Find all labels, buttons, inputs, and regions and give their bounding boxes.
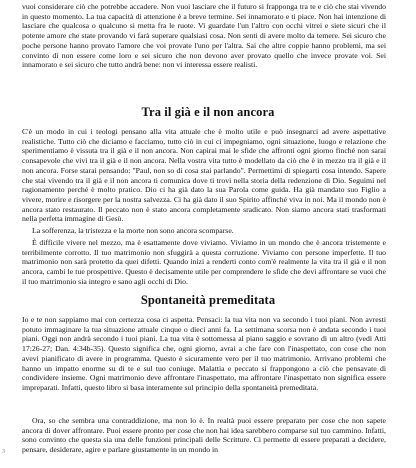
body-paragraph: vuoi considerare ciò che potrebbe accadere. Non vuoi lasciare che il futuro si frapponga tra te e ciò che stai vivendo in questo momento. La tua capacità di attenzione è a breve termine. Sei innamorato e ti piace. Non hai intenzione di lasciare che qualcosa o qualcuno si metta fra le ruote. Vi guardate l'un l'altro con occhi vitrei e siete sicuri che il potente amore che state provando vi farà superare qualsiasi cosa. Non senti di avere molto da temere. Sei sicuro che poche persone hanno provato l'amore che voi provate l'uno per l'altra. Sai che altre coppie hanno problemi, ma sei convinto di non essere come loro e sei sicuro che non devono aver provato quello che invece provate voi. Sei innamorato e sei sicuro che tutto andrà bene: non vi interessa essere realisti. [22,2,386,70]
body-paragraph: C'è un modo in cui i teologi pensano alla vita attuale che è molto utile e può insegnarci ad avere aspettative realistiche. Tutto ciò che diciamo e facciamo, tutto ciò in cui ci impegniamo, ogni situazione, luogo e relazione che sperimentiamo è vissuta tra il già e il non ancora. Non capirai mai le sfide che affronti ogni giorno finché non sarai consapevole che vivi tra il già e il non ancora. Nella vostra vita tutto è modellato da ciò che è in mezzo tra il già e il non ancora. Forse starai pensando: "Paul, non so di cosa stai parlando". Permettimi di spiegarti cosa intendo. Sapere che stai vivendo tra il già e il non ancora ti comunica dove ti trovi nella storia della redenzione di Dio. Seguimi nel ragionamento perché è molto pratico. Dio ci ha già dato la sua Parola come guida. Ha già mandato suo Figlio a vivere, morire e risorgere per la nostra salvezza. Ci ha già dato il suo Spirito affinché viva in noi. Ma il mondo non è ancora stato restaurato. Il peccato non è stato ancora completamente sradicato. Non siamo ancora stati trasformati nella perfetta immagine di Gesù. [22,127,386,224]
section-heading: Spontaneità premeditata [140,293,276,307]
body-paragraph: È difficile vivere nel mezzo, ma è esattamente dove viviamo. Viviamo in un mondo che è ancora tristemente e terribilmente corrotto. Il tuo matrimonio non sfuggirà a questa corruzione. Viviamo con persone imperfette. Il tuo matrimonio non sarà protetto da quei difetti. Quando inizi a renderti conto com'è realmente la vita tra il già e il non ancora, cambi le tue prospettive. Questo è decisamente utile per comprendere le sfide che devi affrontare se vuoi che il tuo matrimonio sia integro e sano agli occhi di Dio. [22,238,386,286]
body-paragraph: Io e te non sappiamo mai con certezza cosa ci aspetta. Pensaci: la tua vita non va secondo i tuoi piani. Non avresti potuto immaginare la tua situazione attuale cinque o dieci anni fa. La settimana scorsa non è andata secondo i tuoi piani. Oggi non andrà secondo i tuoi piani. La tua vita è sottomessa al piano saggio e sovrano di un altro (vedi Atti 17:26-27; Dan. 4:34b-35). Questo significa che, ogni giorno, avrai a che fare con l'inaspettato, con cose che non avevi pianificato di avere in programma. Questo è sicuramente vero per il tuo matrimonio. Arrivano problemi che hanno un impatto enorme su di te e sul tuo coniuge. Malattia e peccato si frappongono a ciò che pensavate di condividere insieme. Ogni matrimonio deve affrontare l'inaspettato, ma affrontare l'inaspettato non significa essere impreparati. Infatti, questo libro si basa interamente sul principio della spontaneità premeditata. [22,315,386,392]
section-heading: Tra il già e il non ancora [141,105,275,119]
body-paragraph: La sofferenza, la tristezza e la morte non sono ancora scomparse. [32,226,234,235]
margin-mark: 3 [2,449,5,455]
body-paragraph: Ora, so che sembra una contraddizione, ma non lo è. In realtà puoi essere preparato per cose che non sapete ancora di dover affrontare. Puoi essere pronto per cose che non hai idea sarebbero comparse sul tuo cammino. Infatti, sono convinto che questa sia una delle funzioni principali delle Scritture. Ci permette di essere preparati a decidere, pensare, desiderare, agire e parlare giustamente in un mondo in [22,416,386,455]
